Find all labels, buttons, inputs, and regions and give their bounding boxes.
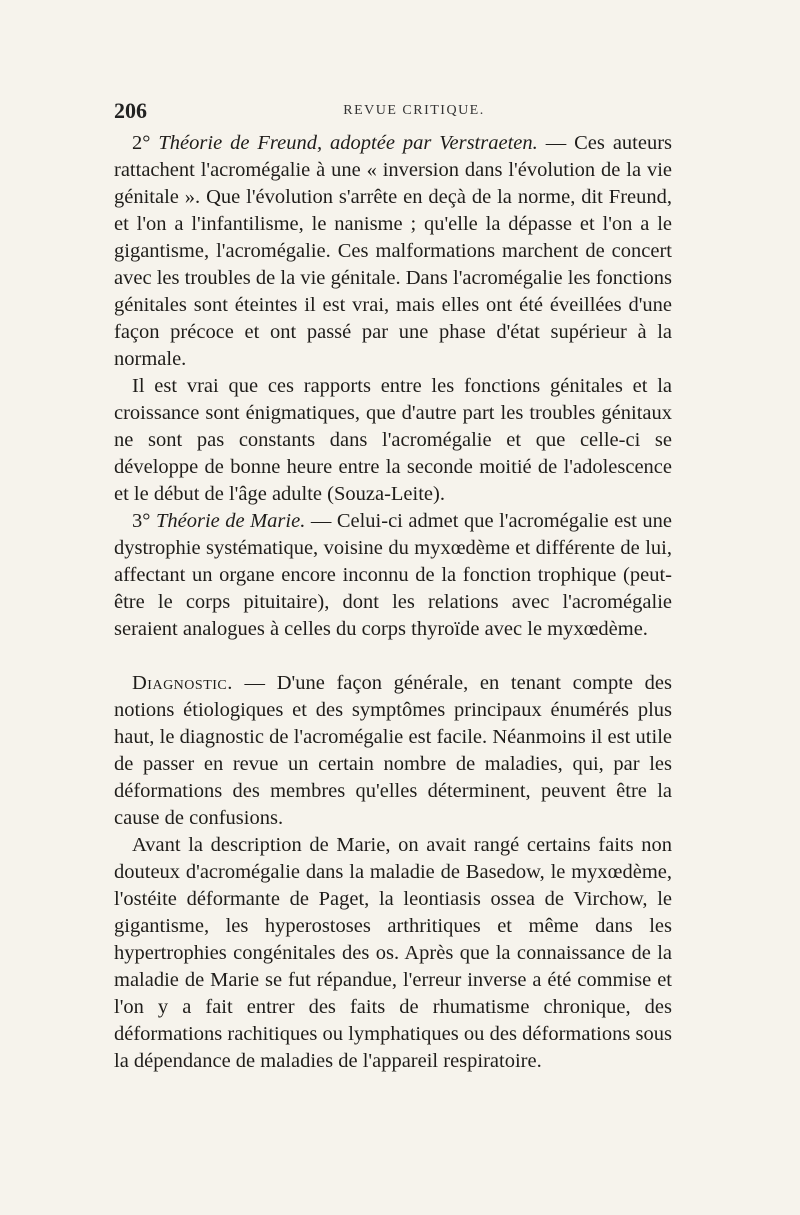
paragraph-diagnostic [114, 670, 672, 832]
paragraph-text: — Ces auteurs rattachent l'acromégalie à une « inversion dans l'évolution de la vie génitale ». Que l'évolution s'arrête en deçà de la norme, dit Freund, et l'on a l'infantilisme, le nanisme ; qu'elle la dépasse et l'on a le gigantisme, l'acromégalie. Ces malformations marchent de concert avec les troubles de la vie génitale. Dans l'acromégalie les fonctions génitales sont éteintes il est vrai, mais elles ont été éveillées d'une façon précoce et ont passé par une phase d'état supérieur à la normale. [114, 132, 673, 370]
paragraph-avant-marie [114, 832, 672, 1075]
paragraph-text: — D'une façon générale, en tenant compte des notions étiologiques et des symptômes principaux énumérés plus haut, le diagnostic de l'acromégalie est facile. Néanmoins il est utile de passer en revue un certain nombre de maladies, qui, par les déformations des membres qu'elles déterminent, peuvent être la cause de confusions. [114, 672, 672, 829]
paragraph-text: — Celui-ci admet que l'acromégalie est une dystrophie systématique, voisine du myxœdème et différente de lui, affectant un organe encore inconnu de la fonction trophique (peut-être le corps pituitaire), dont les relations avec l'acromégalie seraient analogues à celles du corps thyroïde avec le myxœdème. [114, 510, 673, 640]
section-title: Théorie de Marie. [155, 510, 306, 532]
page-number: 206 [114, 98, 147, 123]
section-heading: Diagnostic. [132, 672, 233, 694]
section-number: 3° [132, 510, 151, 532]
section-title: Théorie de Freund, adoptée par Verstraeten. [158, 132, 538, 154]
paragraph-rapports [114, 373, 672, 508]
paragraph-theorie-marie [114, 508, 672, 643]
section-number: 2° [132, 132, 151, 154]
page-header [114, 98, 674, 126]
paragraph-theorie-freund [114, 130, 672, 373]
body-text [114, 130, 672, 1075]
running-title: REVUE CRITIQUE. [343, 103, 485, 118]
paragraph-text: Avant la description de Marie, on avait rangé certains faits non douteux d'acromégalie dans la maladie de Basedow, le myxœdème, l'ostéite déformante de Paget, la leontiasis ossea de Virchow, le gigantisme, les hyperostoses arthritiques et même dans les hypertrophies congénitales des os. Après que la connaissance de la maladie de Marie se fut répandue, l'erreur inverse a été commise et l'on y a fait entrer des faits de rhumatisme chronique, des déformations rachitiques ou lymphatiques ou des déformations sous la dépendance de maladies de l'appareil respiratoire. [114, 834, 672, 1072]
paragraph-text: Il est vrai que ces rapports entre les fonctions génitales et la croissance sont énigmatiques, que d'autre part les troubles génitaux ne sont pas constants dans l'acromégalie et que celle-ci se développe de bonne heure entre la seconde moitié de l'adolescence et le début de l'âge adulte (Souza-Leite). [114, 375, 672, 505]
